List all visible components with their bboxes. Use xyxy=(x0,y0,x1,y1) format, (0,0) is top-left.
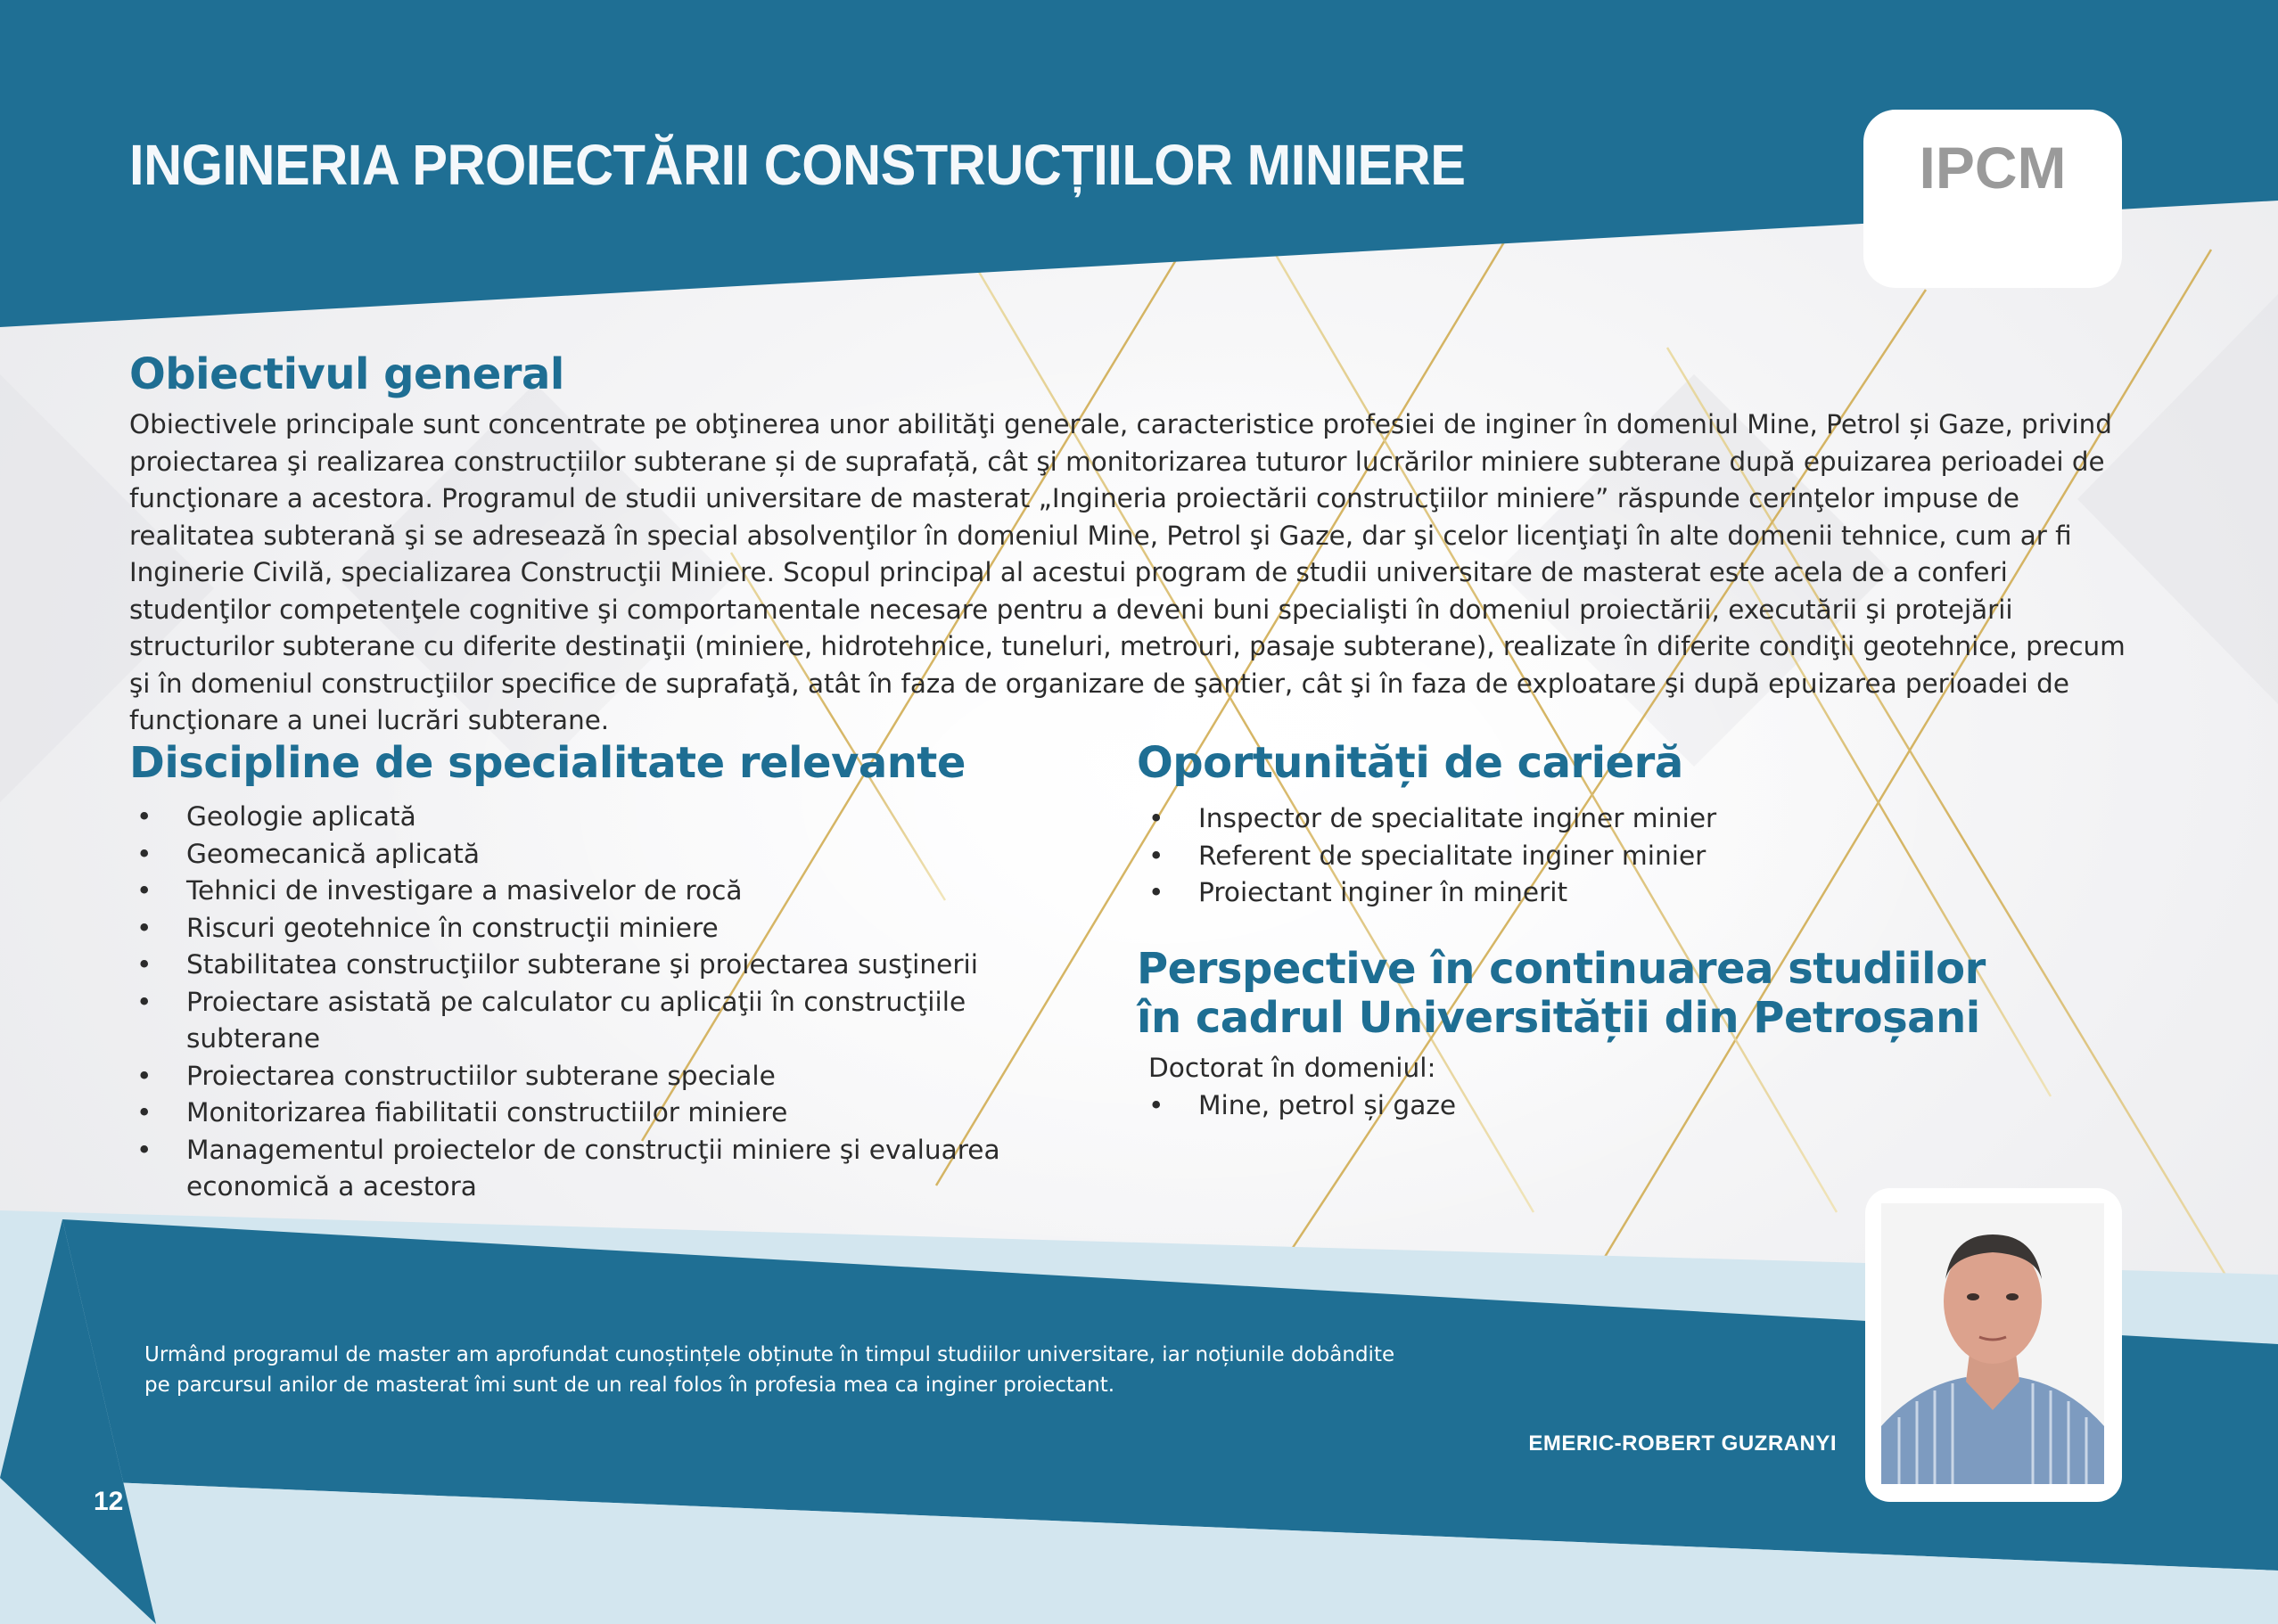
list-item: • Geologie aplicată xyxy=(129,799,1074,836)
objective-paragraph: Obiectivele principale sunt concentrate pe obţinerea unor abilităţi generale, caracteristice profesiei de inginer în domeniul Mine, Petrol și Gaze, privind proiectarea şi realizarea construcțiilor subterane și de suprafață, cât şi monitorizarea tuturor lucrărilor miniere subterane după epuizarea perioadei de funcţionare a acestora. Programul de studii universitare de masterat „Ingineria proiectării construcţiilor miniere” răspunde cerinţelor impuse de realitatea subterană şi se adresează în special absolvenţilor în domeniul Mine, Petrol şi Gaze, dar şi celor licenţiaţi în alte domenii tehnice, cum ar fi Inginerie Civilă, specializarea Construcţii Miniere. Scopul principal al acestui program de studii universitare de masterat este acela de a conferi studenţilor competenţele cognitive şi comportamentale necesare pentru a deveni buni specialişti în domeniul proiectării, executării şi protejării structurilor subterane cu diferite destinaţii (miniere, hidrotehnice, tuneluri, metrouri, pasaje subterane), realizate în diferite condiţii geotehnice, precum şi în domeniul construcţiilor specifice de suprafaţă, atât în faza de organizare de şantier, cât şi în faza de exploatare şi după epuizarea perioadei de funcţionare a unei lucrări subterane. xyxy=(129,409,2126,735)
list-item: • Inspector de specialitate inginer minier xyxy=(1141,800,1944,838)
list-item: • Referent de specialitate inginer minier xyxy=(1141,838,1944,875)
page-title: INGINERIA PROIECTĂRII CONSTRUCȚIILOR MINIERE xyxy=(129,133,1466,197)
list-item: • Tehnici de investigare a masivelor de rocă xyxy=(129,873,1074,910)
perspectives-heading-line1: Perspective în continuarea studiilor xyxy=(1137,944,1986,994)
doctorate-list xyxy=(1141,1087,1944,1125)
doctorate-label: Doctorat în domeniul: xyxy=(1148,1053,1436,1083)
list-item: • Mine, petrol și gaze xyxy=(1141,1087,1944,1125)
disciplines-list xyxy=(129,799,1074,1206)
person-portrait-icon xyxy=(1881,1203,2104,1484)
career-list xyxy=(1141,800,1944,912)
list-item: • Proiectant inginer în minerit xyxy=(1141,874,1944,912)
career-heading: Oportunități de carieră xyxy=(1137,738,1683,788)
list-item: • Riscuri geotehnice în construcţii miniere xyxy=(129,910,1074,947)
perspectives-heading xyxy=(1137,945,1986,1043)
disciplines-heading: Discipline de specialitate relevante xyxy=(129,738,966,788)
list-item: • Stabilitatea construcţiilor subterane şi proiectarea susţinerii xyxy=(129,947,1074,984)
list-item: • Managementul proiectelor de construcţii miniere şi evaluarea economică a acestora xyxy=(129,1132,1074,1206)
list-item: • Proiectare asistată pe calculator cu aplicaţii în construcţiile subterane xyxy=(129,984,1074,1058)
testimonial-quote xyxy=(144,1340,1410,1400)
list-item: • Monitorizarea fiabilitatii constructiilor miniere xyxy=(129,1095,1074,1132)
list-item: • Geomecanică aplicată xyxy=(129,836,1074,874)
testimonial-author: EMERIC-ROBERT GUZRANYI xyxy=(1528,1431,1837,1456)
perspectives-heading-line2: în cadrul Universității din Petroșani xyxy=(1137,993,1980,1043)
objective-heading: Obiectivul general xyxy=(129,349,564,399)
testimonial-line1: Urmând programul de master am aprofundat cunoștințele obținute în timpul studiilor universitare, iar noțiunile dobândite xyxy=(144,1343,1395,1366)
list-item: • Proiectarea constructiilor subterane speciale xyxy=(129,1058,1074,1095)
program-tag: IPCM xyxy=(1919,135,2067,201)
page-number: 12 xyxy=(94,1487,124,1516)
testimonial-line2: pe parcursul anilor de masterat îmi sunt de un real folos în profesia mea ca inginer proiectant. xyxy=(144,1374,1115,1397)
